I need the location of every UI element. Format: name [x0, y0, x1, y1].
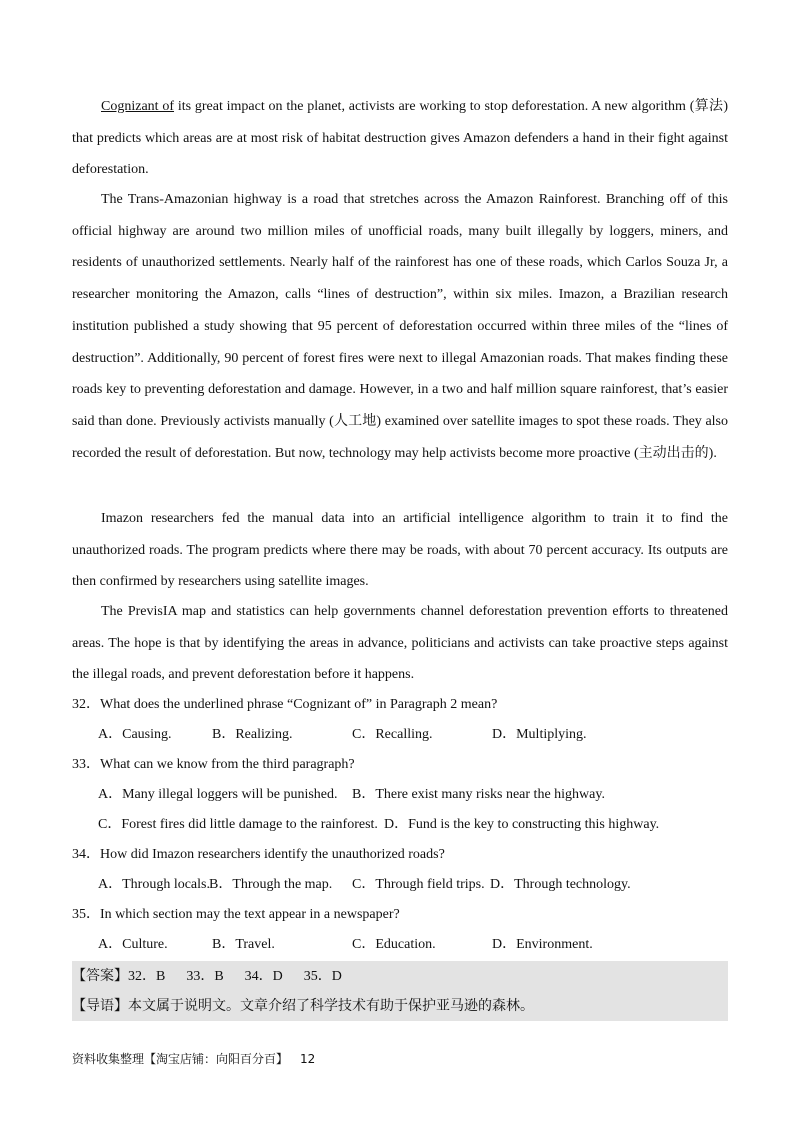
question-34-stem: 34．How did Imazon researchers identify the unauthorized roads?	[72, 847, 445, 862]
question-33-option-a: A．Many illegal loggers will be punished.	[98, 787, 338, 802]
answer-label: 【答案】	[72, 968, 128, 984]
passage-paragraph-2: The Trans-Amazonian highway is a road that stretches across the Amazon Rainforest. Branching off of this official highway are around two million miles of unofficial roads, many built illegally by loggers, miners, and residents of unauthorized settlements. Nearly half of the rainforest has one of these roads, which Carlos Souza Jr, a researcher monitoring the Amazon, calls “lines of destruction”, within six miles. Imazon, a Brazilian research institution published a study showing that 95 percent of deforestation occurred within three miles of the “lines of destruction”. Additionally, 90 percent of forest fires were next to illegal Amazonian roads. That makes finding these roads key to preventing deforestation and damage. However, in a two and half million square rainforest, that’s easier said than done. Previously activists manually (人工地) examined over satellite images to spot these roads. They also recorded the result of deforestation. But now, technology may help activists become more proactive (主动出击的).	[72, 192, 728, 461]
footer-source: 资料收集整理【淘宝店铺：向阳百分百】	[72, 1052, 289, 1066]
answer-key	[72, 966, 342, 987]
guide-line	[72, 996, 534, 1016]
question-32-option-d: D．Multiplying.	[492, 727, 587, 742]
question-33-option-b: B．There exist many risks near the highway.	[352, 787, 605, 802]
passage-paragraph-1	[72, 91, 728, 186]
question-34-option-c: C．Through field trips.	[352, 877, 485, 892]
guide-text: 本文属于说明文。文章介绍了科学技术有助于保护亚马逊的森林。	[128, 998, 534, 1014]
question-35-option-a: A．Culture.	[98, 937, 168, 952]
question-35-stem: 35．In which section may the text appear in a newspaper?	[72, 907, 400, 922]
question-32-stem: 32．What does the underlined phrase “Cognizant of” in Paragraph 2 mean?	[72, 697, 498, 712]
question-33-stem: 33．What can we know from the third paragraph?	[72, 757, 355, 772]
passage-paragraph-4: The PrevisIA map and statistics can help governments channel deforestation prevention efforts to threatened areas. The hope is that by identifying the areas in advance, politicians and activists can take proactive steps against the illegal roads, and prevent deforestation before it happens.	[72, 604, 728, 683]
passage-paragraph-3: Imazon researchers fed the manual data into an artificial intelligence algorithm to train it to find the unauthorized roads. The program predicts where there may be roads, with about 70 percent accuracy. Its outputs are then confirmed by researchers using satellite images.	[72, 511, 728, 590]
question-33-option-d: D．Fund is the key to constructing this highway.	[384, 817, 660, 832]
question-32-option-c: C．Recalling.	[352, 727, 433, 742]
paragraph-1-text: its great impact on the planet, activists are working to stop deforestation. A new algorithm (算法) that predicts which areas are at most risk of habitat destruction gives Amazon defenders a hand in their fight against deforestation.	[72, 99, 728, 178]
guide-label: 【导语】	[72, 998, 128, 1014]
question-32-option-b: B．Realizing.	[212, 727, 293, 742]
page-number: 12	[300, 1052, 316, 1066]
question-32-option-a: A．Causing.	[98, 727, 172, 742]
question-35-option-b: B．Travel.	[212, 937, 275, 952]
question-33-option-c: C．Forest fires did little damage to the rainforest.	[98, 817, 378, 832]
question-35-option-d: D．Environment.	[492, 937, 593, 952]
question-34-option-a: A．Through locals.	[98, 877, 210, 892]
underlined-phrase: Cognizant of	[101, 99, 175, 114]
page-footer	[72, 1050, 315, 1068]
answer-values: 32．B 33．B 34．D 35．D	[128, 969, 342, 984]
question-34-option-b: B．Through the map.	[209, 877, 333, 892]
question-34-option-d: D．Through technology.	[490, 877, 631, 892]
question-35-option-c: C．Education.	[352, 937, 436, 952]
